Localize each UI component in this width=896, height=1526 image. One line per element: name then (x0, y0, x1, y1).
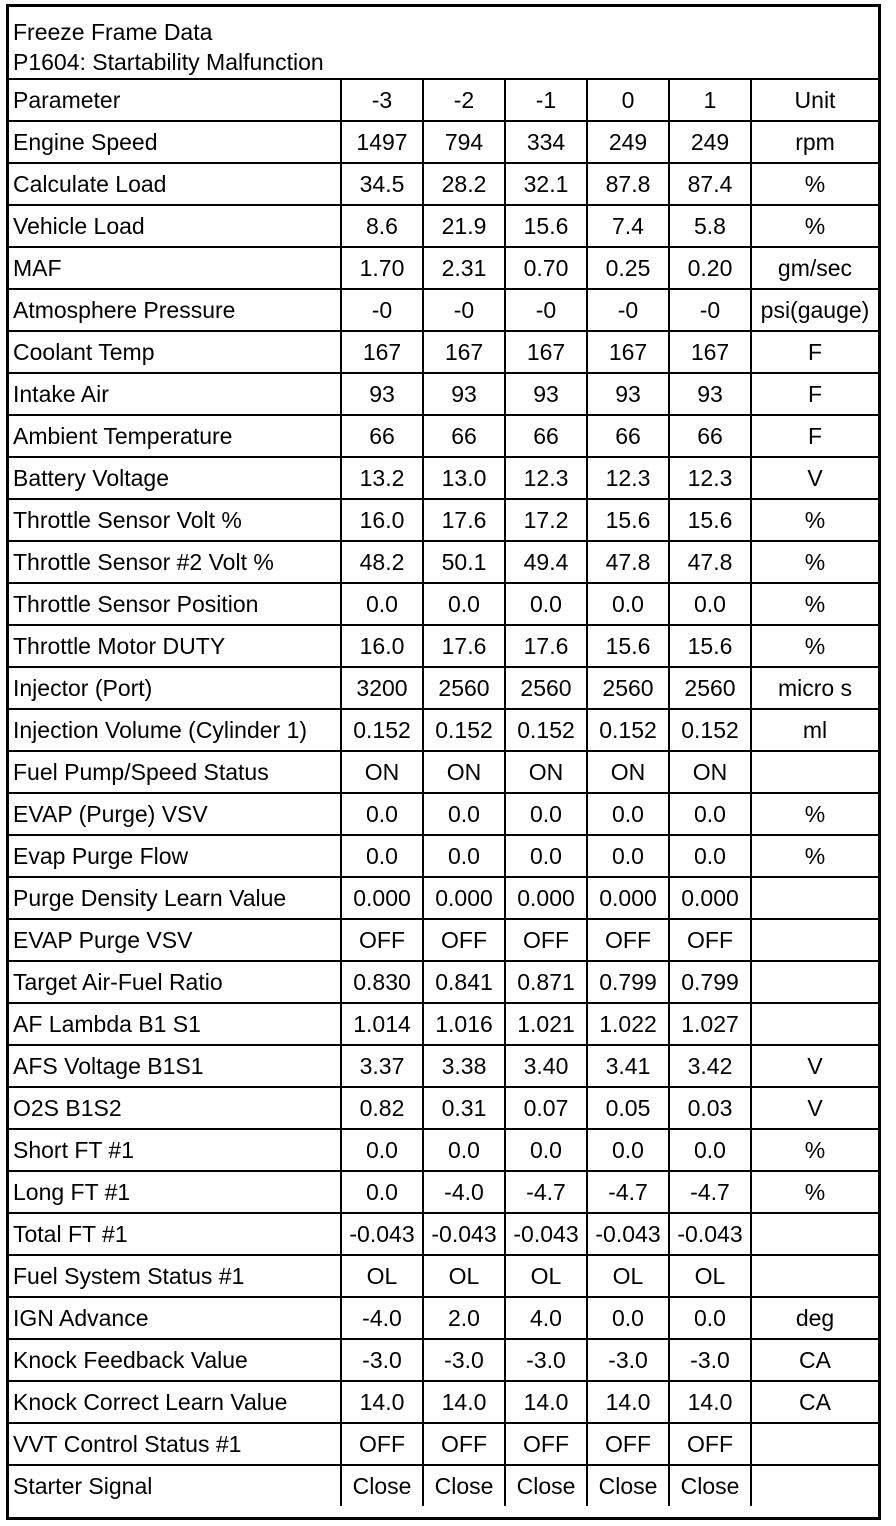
parameter-name-cell: Engine Speed (9, 121, 341, 163)
table-row (9, 1045, 878, 1087)
frame-value-cell: 3.37 (341, 1045, 423, 1087)
frame-value-cell: 0.0 (423, 793, 505, 835)
frame-value-cell: -0.043 (669, 1213, 751, 1255)
frame-value-cell: 167 (341, 331, 423, 373)
parameter-name-cell: AFS Voltage B1S1 (9, 1045, 341, 1087)
frame-value-cell: 0.000 (669, 877, 751, 919)
frame-value-cell: 0.0 (505, 793, 587, 835)
frame-value-cell: OL (423, 1255, 505, 1297)
table-row (9, 919, 878, 961)
frame-value-cell: 15.6 (505, 205, 587, 247)
frame-value-cell: OFF (423, 919, 505, 961)
frame-value-cell: 47.8 (669, 541, 751, 583)
frame-value-cell: -4.7 (669, 1171, 751, 1213)
frame-value-cell: 87.4 (669, 163, 751, 205)
parameter-name-cell: Ambient Temperature (9, 415, 341, 457)
unit-cell: gm/sec (751, 247, 878, 289)
frame-value-cell: 0.0 (669, 583, 751, 625)
frame-value-cell: OL (341, 1255, 423, 1297)
frame-value-cell: 0.152 (587, 709, 669, 751)
frame-value-cell: 0.0 (341, 1171, 423, 1213)
frame-value-cell: ON (341, 751, 423, 793)
frame-value-cell: 4.0 (505, 1297, 587, 1339)
table-row (9, 835, 878, 877)
frame-value-cell: OL (587, 1255, 669, 1297)
table-row (9, 373, 878, 415)
parameter-name-cell: Intake Air (9, 373, 341, 415)
unit-cell: % (751, 205, 878, 247)
frame-value-cell: -0 (587, 289, 669, 331)
frame-value-cell: 334 (505, 121, 587, 163)
frame-value-cell: -3.0 (341, 1339, 423, 1381)
parameter-name-cell: Target Air-Fuel Ratio (9, 961, 341, 1003)
parameter-name-cell: Knock Correct Learn Value (9, 1381, 341, 1423)
table-row (9, 1423, 878, 1465)
table-row (9, 331, 878, 373)
table-row (9, 793, 878, 835)
frame-value-cell: -3.0 (669, 1339, 751, 1381)
unit-cell (751, 1255, 878, 1297)
frame-value-cell: 16.0 (341, 499, 423, 541)
frame-value-cell: 14.0 (505, 1381, 587, 1423)
unit-cell: V (751, 1045, 878, 1087)
unit-cell: F (751, 415, 878, 457)
frame-value-cell: 2560 (423, 667, 505, 709)
frame-value-cell: Close (587, 1465, 669, 1506)
frame-value-cell: 0.0 (341, 1129, 423, 1171)
frame-value-cell: Close (423, 1465, 505, 1506)
frame-value-cell: 0.05 (587, 1087, 669, 1129)
frame-value-cell: 50.1 (423, 541, 505, 583)
table-row (9, 1003, 878, 1045)
frame-value-cell: 14.0 (669, 1381, 751, 1423)
unit-cell (751, 1003, 878, 1045)
frame-value-cell: 0.799 (587, 961, 669, 1003)
table-body (9, 80, 878, 1506)
frame-value-cell: 13.2 (341, 457, 423, 499)
frame-value-cell: -0.043 (587, 1213, 669, 1255)
frame-value-cell: -0.043 (341, 1213, 423, 1255)
table-row (9, 163, 878, 205)
frame-value-cell: -4.0 (423, 1171, 505, 1213)
parameter-name-cell: EVAP Purge VSV (9, 919, 341, 961)
frame-value-cell: 8.6 (341, 205, 423, 247)
frame-value-cell: OFF (505, 1423, 587, 1465)
parameter-name-cell: Throttle Sensor Volt % (9, 499, 341, 541)
frame-value-cell: -4.7 (505, 1171, 587, 1213)
frame-value-cell: 0.0 (669, 793, 751, 835)
frame-value-cell: ON (669, 751, 751, 793)
frame-value-cell: 0.0 (587, 835, 669, 877)
table-row (9, 625, 878, 667)
unit-cell: psi(gauge) (751, 289, 878, 331)
frame-value-cell: 0.07 (505, 1087, 587, 1129)
frame-value-cell: 167 (587, 331, 669, 373)
unit-cell: % (751, 163, 878, 205)
frame-value-cell: ON (505, 751, 587, 793)
frame-value-cell: 0.70 (505, 247, 587, 289)
frame-value-cell: 93 (587, 373, 669, 415)
frame-value-cell: 48.2 (341, 541, 423, 583)
parameter-name-cell: O2S B1S2 (9, 1087, 341, 1129)
table-row (9, 1255, 878, 1297)
frame-value-cell: -3.0 (587, 1339, 669, 1381)
frame-value-cell: 2560 (669, 667, 751, 709)
unit-cell: V (751, 1087, 878, 1129)
frame-value-cell: 167 (505, 331, 587, 373)
frame-value-cell: 2.31 (423, 247, 505, 289)
unit-cell: % (751, 625, 878, 667)
table-row (9, 1087, 878, 1129)
frame-value-cell: OFF (587, 919, 669, 961)
frame-value-cell: 0.0 (587, 793, 669, 835)
unit-cell: % (751, 835, 878, 877)
frame-value-cell: 7.4 (587, 205, 669, 247)
frame-value-cell: -4.0 (341, 1297, 423, 1339)
frame-value-cell: Close (669, 1465, 751, 1506)
table-row (9, 961, 878, 1003)
frame-value-cell: 0.152 (423, 709, 505, 751)
table-row (9, 583, 878, 625)
table-row (9, 709, 878, 751)
frame-value-cell: 0.0 (423, 583, 505, 625)
frame-value-cell: 0.000 (505, 877, 587, 919)
frame-value-cell: 0.0 (669, 1297, 751, 1339)
parameter-name-cell: Purge Density Learn Value (9, 877, 341, 919)
frame-value-cell: -0.043 (423, 1213, 505, 1255)
frame-value-cell: 0.03 (669, 1087, 751, 1129)
unit-cell: % (751, 499, 878, 541)
frame-value-cell: 0.000 (587, 877, 669, 919)
frame-value-cell: 15.6 (587, 625, 669, 667)
unit-cell: % (751, 583, 878, 625)
table-row (9, 1381, 878, 1423)
frame-value-cell: 17.6 (423, 499, 505, 541)
parameter-name-cell: AF Lambda B1 S1 (9, 1003, 341, 1045)
frame-value-cell: 0.000 (423, 877, 505, 919)
unit-cell (751, 961, 878, 1003)
frame-value-cell: 15.6 (669, 499, 751, 541)
column-header-frame: 1 (669, 80, 751, 121)
frame-value-cell: 2560 (505, 667, 587, 709)
freeze-frame-table (9, 80, 878, 1506)
table-row (9, 1339, 878, 1381)
frame-value-cell: 17.6 (423, 625, 505, 667)
frame-value-cell: 0.0 (669, 1129, 751, 1171)
frame-value-cell: 3.40 (505, 1045, 587, 1087)
frame-value-cell: 15.6 (587, 499, 669, 541)
parameter-name-cell: IGN Advance (9, 1297, 341, 1339)
frame-value-cell: 93 (341, 373, 423, 415)
frame-value-cell: 0.0 (587, 1129, 669, 1171)
frame-value-cell: 16.0 (341, 625, 423, 667)
frame-value-cell: 14.0 (587, 1381, 669, 1423)
frame-value-cell: 0.152 (669, 709, 751, 751)
frame-value-cell: 1497 (341, 121, 423, 163)
frame-value-cell: 0.152 (341, 709, 423, 751)
frame-value-cell: 15.6 (669, 625, 751, 667)
parameter-name-cell: Evap Purge Flow (9, 835, 341, 877)
unit-cell (751, 751, 878, 793)
parameter-name-cell: Long FT #1 (9, 1171, 341, 1213)
column-header-frame: 0 (587, 80, 669, 121)
frame-value-cell: 3.38 (423, 1045, 505, 1087)
unit-cell: % (751, 1129, 878, 1171)
frame-value-cell: 28.2 (423, 163, 505, 205)
frame-value-cell: ON (587, 751, 669, 793)
frame-value-cell: 794 (423, 121, 505, 163)
parameter-name-cell: Injector (Port) (9, 667, 341, 709)
frame-value-cell: 1.027 (669, 1003, 751, 1045)
frame-value-cell: -0 (505, 289, 587, 331)
table-row (9, 121, 878, 163)
frame-value-cell: 167 (669, 331, 751, 373)
freeze-frame-sheet (6, 4, 881, 1520)
frame-value-cell: 0.25 (587, 247, 669, 289)
parameter-name-cell: Coolant Temp (9, 331, 341, 373)
frame-value-cell: 0.830 (341, 961, 423, 1003)
frame-value-cell: 3.42 (669, 1045, 751, 1087)
frame-value-cell: 0.0 (587, 583, 669, 625)
frame-value-cell: 0.0 (505, 835, 587, 877)
parameter-name-cell: Throttle Motor DUTY (9, 625, 341, 667)
parameter-name-cell: Battery Voltage (9, 457, 341, 499)
parameter-name-cell: Knock Feedback Value (9, 1339, 341, 1381)
unit-cell: F (751, 331, 878, 373)
frame-value-cell: 0.0 (505, 1129, 587, 1171)
table-row (9, 1129, 878, 1171)
parameter-name-cell: Injection Volume (Cylinder 1) (9, 709, 341, 751)
unit-cell: micro s (751, 667, 878, 709)
parameter-name-cell: Short FT #1 (9, 1129, 341, 1171)
frame-value-cell: 2.0 (423, 1297, 505, 1339)
unit-cell (751, 1423, 878, 1465)
frame-value-cell: 0.000 (341, 877, 423, 919)
frame-value-cell: 249 (587, 121, 669, 163)
frame-value-cell: 1.70 (341, 247, 423, 289)
frame-value-cell: 66 (587, 415, 669, 457)
table-row (9, 667, 878, 709)
parameter-name-cell: VVT Control Status #1 (9, 1423, 341, 1465)
frame-value-cell: -0 (669, 289, 751, 331)
frame-value-cell: 0.82 (341, 1087, 423, 1129)
unit-cell: ml (751, 709, 878, 751)
frame-value-cell: Close (505, 1465, 587, 1506)
table-row (9, 1297, 878, 1339)
frame-value-cell: 167 (423, 331, 505, 373)
unit-cell: CA (751, 1381, 878, 1423)
frame-value-cell: 0.841 (423, 961, 505, 1003)
document-title: Freeze Frame Data (13, 19, 213, 45)
frame-value-cell: OFF (669, 919, 751, 961)
frame-value-cell: 87.8 (587, 163, 669, 205)
frame-value-cell: 2560 (587, 667, 669, 709)
frame-value-cell: 0.152 (505, 709, 587, 751)
frame-value-cell: -3.0 (423, 1339, 505, 1381)
frame-value-cell: 0.0 (423, 1129, 505, 1171)
frame-value-cell: 93 (669, 373, 751, 415)
frame-value-cell: 66 (423, 415, 505, 457)
column-header-frame: -1 (505, 80, 587, 121)
frame-value-cell: 0.0 (341, 583, 423, 625)
frame-value-cell: 66 (341, 415, 423, 457)
unit-cell (751, 1465, 878, 1506)
unit-cell (751, 877, 878, 919)
frame-value-cell: 13.0 (423, 457, 505, 499)
frame-value-cell: 0.0 (341, 793, 423, 835)
table-row (9, 247, 878, 289)
frame-value-cell: 0.0 (669, 835, 751, 877)
frame-value-cell: -0 (423, 289, 505, 331)
table-row (9, 205, 878, 247)
frame-value-cell: 93 (423, 373, 505, 415)
column-header-frame: -3 (341, 80, 423, 121)
frame-value-cell: OL (505, 1255, 587, 1297)
frame-value-cell: 5.8 (669, 205, 751, 247)
frame-value-cell: Close (341, 1465, 423, 1506)
table-row (9, 289, 878, 331)
frame-value-cell: OL (669, 1255, 751, 1297)
dtc-subtitle: P1604: Startability Malfunction (13, 49, 324, 75)
frame-value-cell: 0.871 (505, 961, 587, 1003)
unit-cell (751, 919, 878, 961)
table-row (9, 877, 878, 919)
unit-cell: % (751, 541, 878, 583)
parameter-name-cell: Calculate Load (9, 163, 341, 205)
unit-cell: rpm (751, 121, 878, 163)
frame-value-cell: -4.7 (587, 1171, 669, 1213)
frame-value-cell: 1.016 (423, 1003, 505, 1045)
frame-value-cell: 249 (669, 121, 751, 163)
frame-value-cell: OFF (341, 1423, 423, 1465)
unit-cell: CA (751, 1339, 878, 1381)
parameter-name-cell: EVAP (Purge) VSV (9, 793, 341, 835)
frame-value-cell: 0.20 (669, 247, 751, 289)
column-header-unit: Unit (751, 80, 878, 121)
frame-value-cell: 3.41 (587, 1045, 669, 1087)
parameter-name-cell: Fuel System Status #1 (9, 1255, 341, 1297)
unit-cell: % (751, 793, 878, 835)
frame-value-cell: 12.3 (505, 457, 587, 499)
frame-value-cell: OFF (669, 1423, 751, 1465)
frame-value-cell: -0.043 (505, 1213, 587, 1255)
frame-value-cell: 66 (669, 415, 751, 457)
frame-value-cell: 0.0 (505, 583, 587, 625)
frame-value-cell: 93 (505, 373, 587, 415)
frame-value-cell: 21.9 (423, 205, 505, 247)
frame-value-cell: 32.1 (505, 163, 587, 205)
frame-value-cell: 1.014 (341, 1003, 423, 1045)
unit-cell (751, 1213, 878, 1255)
parameter-name-cell: MAF (9, 247, 341, 289)
frame-value-cell: 66 (505, 415, 587, 457)
frame-value-cell: OFF (423, 1423, 505, 1465)
frame-value-cell: 17.2 (505, 499, 587, 541)
frame-value-cell: -3.0 (505, 1339, 587, 1381)
frame-value-cell: 0.0 (423, 835, 505, 877)
unit-cell: deg (751, 1297, 878, 1339)
frame-value-cell: ON (423, 751, 505, 793)
parameter-name-cell: Throttle Sensor Position (9, 583, 341, 625)
parameter-name-cell: Throttle Sensor #2 Volt % (9, 541, 341, 583)
frame-value-cell: 1.021 (505, 1003, 587, 1045)
parameter-name-cell: Fuel Pump/Speed Status (9, 751, 341, 793)
parameter-name-cell: Atmosphere Pressure (9, 289, 341, 331)
frame-value-cell: -0 (341, 289, 423, 331)
parameter-name-cell: Total FT #1 (9, 1213, 341, 1255)
frame-value-cell: 49.4 (505, 541, 587, 583)
frame-value-cell: 47.8 (587, 541, 669, 583)
parameter-name-cell: Vehicle Load (9, 205, 341, 247)
table-row (9, 415, 878, 457)
table-row (9, 541, 878, 583)
table-row (9, 1171, 878, 1213)
frame-value-cell: 12.3 (669, 457, 751, 499)
table-row (9, 457, 878, 499)
frame-value-cell: 1.022 (587, 1003, 669, 1045)
table-row (9, 1213, 878, 1255)
frame-value-cell: 12.3 (587, 457, 669, 499)
column-header-parameter: Parameter (9, 80, 341, 121)
frame-value-cell: OFF (505, 919, 587, 961)
frame-value-cell: 3200 (341, 667, 423, 709)
frame-value-cell: 17.6 (505, 625, 587, 667)
parameter-name-cell: Starter Signal (9, 1465, 341, 1506)
header-row (9, 80, 878, 121)
unit-cell: % (751, 1171, 878, 1213)
frame-value-cell: OFF (587, 1423, 669, 1465)
frame-value-cell: 14.0 (341, 1381, 423, 1423)
frame-value-cell: 0.0 (341, 835, 423, 877)
unit-cell: V (751, 457, 878, 499)
unit-cell: F (751, 373, 878, 415)
frame-value-cell: 14.0 (423, 1381, 505, 1423)
frame-value-cell: 0.799 (669, 961, 751, 1003)
column-header-frame: -2 (423, 80, 505, 121)
document-header (9, 7, 878, 80)
frame-value-cell: 0.31 (423, 1087, 505, 1129)
table-row (9, 1465, 878, 1506)
frame-value-cell: 0.0 (587, 1297, 669, 1339)
table-row (9, 751, 878, 793)
frame-value-cell: OFF (341, 919, 423, 961)
frame-value-cell: 34.5 (341, 163, 423, 205)
table-row (9, 499, 878, 541)
